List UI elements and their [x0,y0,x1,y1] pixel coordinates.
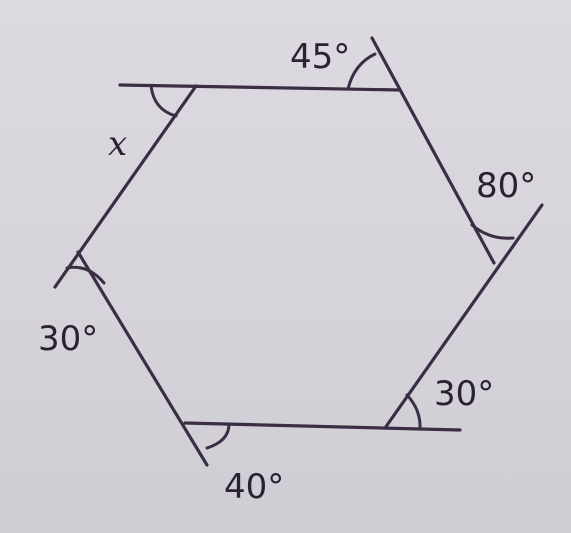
angle-label-top-left-variable: x [108,124,128,164]
angle-arc-top-right [348,54,375,89]
angle-arc-bottom-left [207,424,229,448]
angle-arc-top-left [151,86,176,116]
angle-label-bottom-left: 40° [224,467,285,507]
angle-label-top-right: 45° [290,37,351,77]
angle-arc-bottom-right [407,395,420,429]
angle-arc-left [67,267,104,283]
angle-label-right: 80° [476,166,537,206]
angle-label-bottom-right: 30° [434,374,495,414]
angle-label-left: 30° [38,319,99,359]
edge-top [120,85,400,90]
